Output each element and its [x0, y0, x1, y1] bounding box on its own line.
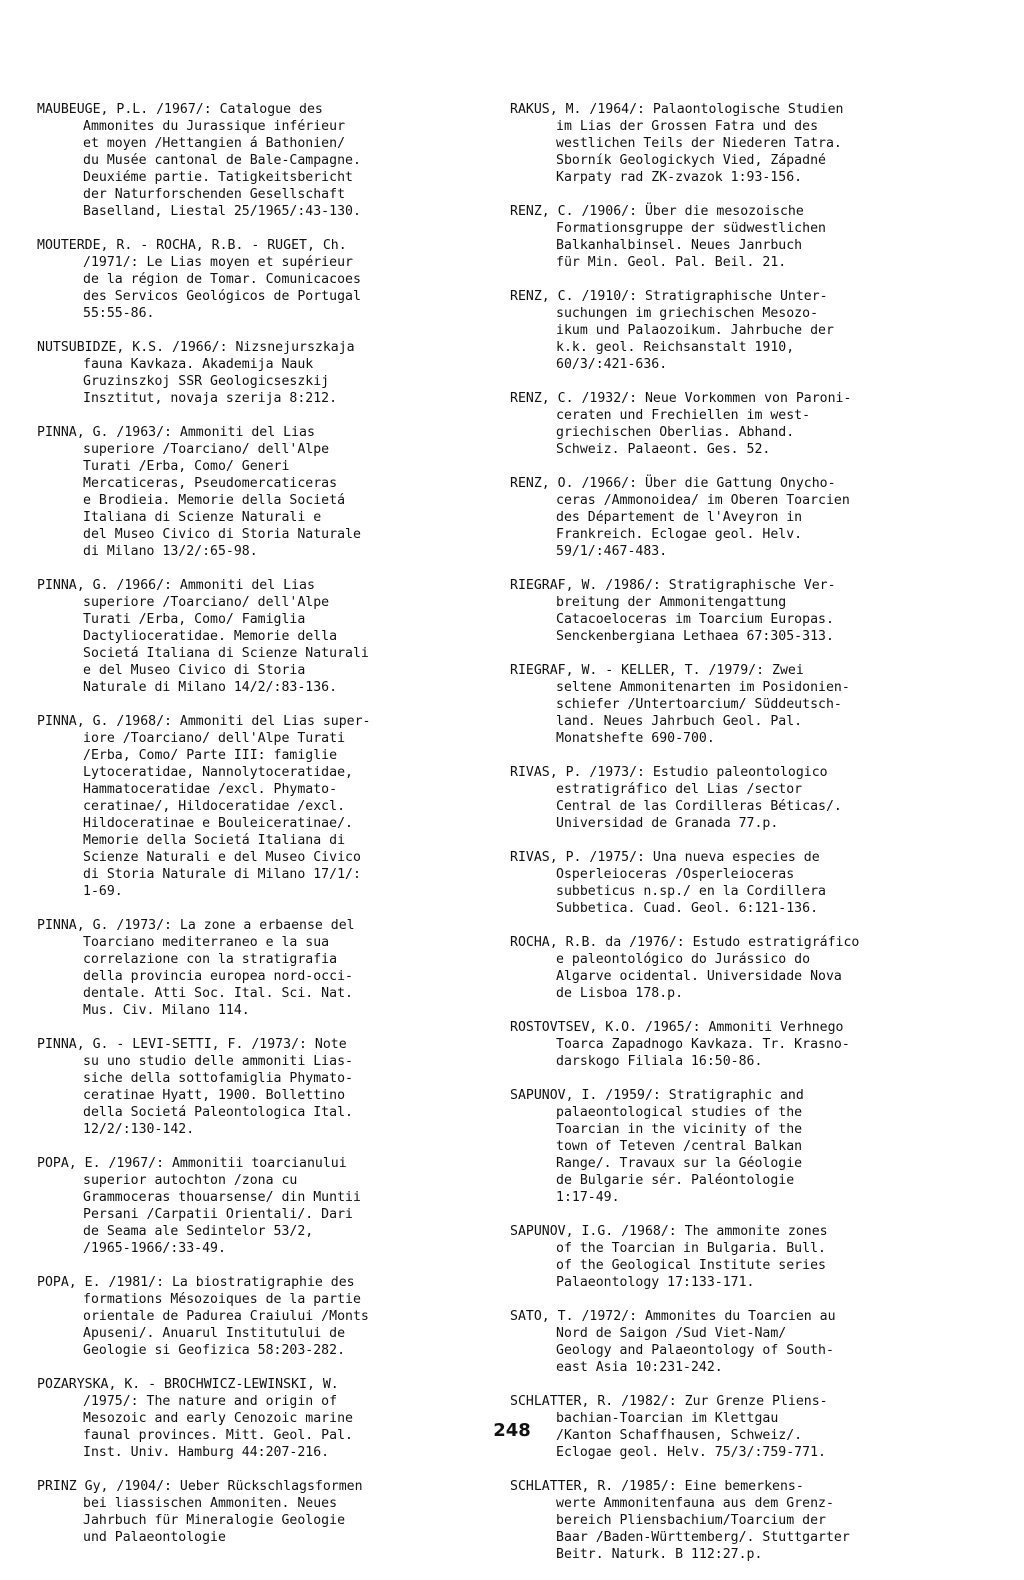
entry-first-line: MOUTERDE, R. - ROCHA, R.B. - RUGET, Ch.	[37, 238, 347, 253]
entry-line: 59/1/:467-483.	[556, 544, 668, 559]
entry-line: /1975/: The nature and origin of	[83, 1394, 338, 1409]
entry-line: schiefer /Untertoarcium/ Süddeutsch-	[556, 697, 842, 712]
entry-line: im Lias der Grossen Fatra und des	[556, 119, 819, 134]
bibliography-entry	[510, 764, 1010, 832]
entry-first-line: SATO, T. /1972/: Ammonites du Toarcien au	[510, 1309, 836, 1324]
entry-line: 60/3/:421-636.	[556, 357, 668, 372]
entry-line: /1965-1966/:33-49.	[83, 1241, 226, 1256]
entry-line: Catacoeloceras im Toarcium Europas.	[556, 612, 834, 627]
entry-line: superior autochton /zona cu	[83, 1173, 298, 1188]
entry-line: Mesozoic and early Cenozoic marine	[83, 1411, 353, 1426]
entry-first-line: RIVAS, P. /1973/: Estudio paleontologico	[510, 765, 828, 780]
entry-line: of the Geological Institute series	[556, 1258, 826, 1273]
bibliography-entry	[510, 475, 1010, 560]
entry-line: Italiana di Scienze Naturali e	[83, 510, 322, 525]
entry-line: e paleontológico do Jurássico do	[556, 952, 811, 967]
entry-line: westlichen Teils der Niederen Tatra.	[556, 136, 842, 151]
entry-first-line: SCHLATTER, R. /1985/: Eine bemerkens-	[510, 1479, 804, 1494]
entry-line: und Palaeontologie	[83, 1530, 226, 1545]
entry-line: fauna Kavkaza. Akademija Nauk	[83, 357, 314, 372]
entry-line: e Brodieia. Memorie della Societá	[83, 493, 346, 508]
bibliography-entry	[510, 934, 1010, 1002]
entry-first-line: RIVAS, P. /1975/: Una nueva especies de	[510, 850, 820, 865]
entry-first-line: PINNA, G. - LEVI-SETTI, F. /1973/: Note	[37, 1037, 347, 1052]
bibliography-entry	[510, 1478, 1010, 1563]
entry-line: Baselland, Liestal 25/1965/:43-130.	[83, 204, 361, 219]
entry-line: east Asia 10:231-242.	[556, 1360, 723, 1375]
entry-line: Karpaty rad ZK-zvazok 1:93-156.	[556, 170, 803, 185]
entry-line: estratigráfico del Lias /sector	[556, 782, 803, 797]
bibliography-entry	[37, 713, 505, 900]
bibliography-entry	[37, 1155, 505, 1257]
entry-line: di Storia Naturale di Milano 17/1/:	[83, 867, 361, 882]
entry-first-line: PINNA, G. /1973/: La zone a erbaense del	[37, 918, 355, 933]
entry-line: Mus. Civ. Milano 114.	[83, 1003, 250, 1018]
entry-first-line: RENZ, C. /1932/: Neue Vorkommen von Paroni-	[510, 391, 852, 406]
entry-first-line: PINNA, G. /1963/: Ammoniti del Lias	[37, 425, 315, 440]
entry-first-line: RENZ, C. /1910/: Stratigraphische Unter-	[510, 289, 828, 304]
entry-line: di Milano 13/2/:65-98.	[83, 544, 258, 559]
entry-line: Turati /Erba, Como/ Generi	[83, 459, 290, 474]
entry-line: Nord de Saigon /Sud Viet-Nam/	[556, 1326, 787, 1341]
entry-line: Osperleioceras /Osperleioceras	[556, 867, 795, 882]
bibliography-entry	[510, 288, 1010, 373]
entry-line: darskogo Filiala 16:50-86.	[556, 1054, 763, 1069]
entry-line: formations Mésozoiques de la partie	[83, 1292, 361, 1307]
entry-line: town of Teteven /central Balkan	[556, 1139, 803, 1154]
entry-line: Geologie si Geofizica 58:203-282.	[83, 1343, 346, 1358]
bibliography-entry	[37, 1376, 505, 1461]
entry-line: /Kanton Schaffhausen, Schweiz/.	[556, 1428, 803, 1443]
bibliography-entry	[510, 577, 1010, 645]
entry-line: palaeontological studies of the	[556, 1105, 803, 1120]
entry-first-line: SAPUNOV, I. /1959/: Stratigraphic and	[510, 1088, 804, 1103]
entry-line: 12/2/:130-142.	[83, 1122, 195, 1137]
entry-first-line: SAPUNOV, I.G. /1968/: The ammonite zones	[510, 1224, 828, 1239]
entry-line: land. Neues Jahrbuch Geol. Pal.	[556, 714, 803, 729]
entry-line: Toarca Zapadnogo Kavkaza. Tr. Krasno-	[556, 1037, 850, 1052]
entry-line: de la région de Tomar. Comunicacoes	[83, 272, 361, 287]
entry-first-line: POPA, E. /1967/: Ammonitii toarcianului	[37, 1156, 347, 1171]
entry-first-line: RIEGRAF, W. /1986/: Stratigraphische Ver-	[510, 578, 836, 593]
entry-line: Insztitut, novaja szerija 8:212.	[83, 391, 338, 406]
entry-first-line: ROSTOVTSEV, K.O. /1965/: Ammoniti Verhnego	[510, 1020, 844, 1035]
entry-line: e del Museo Civico di Storia	[83, 663, 306, 678]
entry-line: für Min. Geol. Pal. Beil. 21.	[556, 255, 787, 270]
entry-line: k.k. geol. Reichsanstalt 1910,	[556, 340, 795, 355]
entry-line: della provincia europea nord-occi-	[83, 969, 353, 984]
entry-first-line: SCHLATTER, R. /1982/: Zur Grenze Pliens-	[510, 1394, 828, 1409]
entry-line: Scienze Naturali e del Museo Civico	[83, 850, 361, 865]
entry-first-line: POPA, E. /1981/: La biostratigraphie des	[37, 1275, 355, 1290]
entry-line: /1971/: Le Lias moyen et supérieur	[83, 255, 353, 270]
entry-line: de Bulgarie sér. Paléontologie	[556, 1173, 795, 1188]
entry-first-line: RENZ, C. /1906/: Über die mesozoische	[510, 204, 804, 219]
bibliography-entry	[37, 101, 505, 220]
left-column	[37, 101, 505, 1563]
entry-line: Senckenbergiana Lethaea 67:305-313.	[556, 629, 834, 644]
entry-line: Apuseni/. Anuarul Institutului de	[83, 1326, 346, 1341]
entry-line: iore /Toarciano/ dell'Alpe Turati	[83, 731, 346, 746]
entry-line: Toarciano mediterraneo e la sua	[83, 935, 330, 950]
entry-line: 1-69.	[83, 884, 123, 899]
entry-line: Persani /Carpatii Orientali/. Dari	[83, 1207, 353, 1222]
entry-first-line: PINNA, G. /1968/: Ammoniti del Lias super-	[37, 714, 371, 729]
entry-line: Schweiz. Palaeont. Ges. 52.	[556, 442, 771, 457]
entry-first-line: MAUBEUGE, P.L. /1967/: Catalogue des	[37, 102, 323, 117]
entry-first-line: PRINZ Gy, /1904/: Ueber Rückschlagsformen	[37, 1479, 363, 1494]
entry-line: /Erba, Como/ Parte III: famiglie	[83, 748, 338, 763]
bibliography-entry	[37, 917, 505, 1019]
entry-line: Beitr. Naturk. B 112:27.p.	[556, 1547, 763, 1562]
entry-line: of the Toarcian in Bulgaria. Bull.	[556, 1241, 826, 1256]
entry-line: Dactylioceratidae. Memorie della	[83, 629, 338, 644]
entry-line: correlazione con la stratigrafia	[83, 952, 338, 967]
entry-line: 1:17-49.	[556, 1190, 620, 1205]
entry-line: Range/. Travaux sur la Géologie	[556, 1156, 803, 1171]
bibliography-entry	[510, 849, 1010, 917]
entry-first-line: RAKUS, M. /1964/: Palaontologische Studien	[510, 102, 844, 117]
entry-line: orientale de Padurea Craiului /Monts	[83, 1309, 369, 1324]
entry-line: della Societá Paleontologica Ital.	[83, 1105, 353, 1120]
entry-line: subbeticus n.sp./ en la Cordillera	[556, 884, 826, 899]
entry-line: et moyen /Hettangien á Bathonien/	[83, 136, 346, 151]
entry-line: bei liassischen Ammoniten. Neues	[83, 1496, 338, 1511]
entry-first-line: RENZ, O. /1966/: Über die Gattung Onycho-	[510, 476, 836, 491]
bibliography-entry	[510, 101, 1010, 186]
entry-line: superiore /Toarciano/ dell'Alpe	[83, 442, 330, 457]
entry-line: siche della sottofamiglia Phymato-	[83, 1071, 353, 1086]
entry-line: superiore /Toarciano/ dell'Alpe	[83, 595, 330, 610]
entry-line: Hildoceratinae e Bouleiceratinae/.	[83, 816, 353, 831]
entry-first-line: PINNA, G. /1966/: Ammoniti del Lias	[37, 578, 315, 593]
bibliography-entry	[510, 1223, 1010, 1291]
entry-line: breitung der Ammonitengattung	[556, 595, 787, 610]
entry-line: Lytoceratidae, Nannolytoceratidae,	[83, 765, 353, 780]
entry-line: ceraten und Frechiellen im west-	[556, 408, 811, 423]
entry-line: Ammonites du Jurassique inférieur	[83, 119, 346, 134]
entry-line: du Musée cantonal de Bale-Campagne.	[83, 153, 361, 168]
entry-line: Sborník Geologickych Vied, Západné	[556, 153, 826, 168]
bibliography-entry	[37, 424, 505, 560]
bibliography-entry	[37, 1274, 505, 1359]
page-number: 248	[493, 1420, 531, 1441]
entry-line: griechischen Oberlias. Abhand.	[556, 425, 795, 440]
entry-line: des Servicos Geológicos de Portugal	[83, 289, 361, 304]
entry-line: Inst. Univ. Hamburg 44:207-216.	[83, 1445, 330, 1460]
entry-line: Turati /Erba, Como/ Famiglia	[83, 612, 306, 627]
bibliography-entry	[37, 1478, 505, 1546]
entry-line: suchungen im griechischen Mesozo-	[556, 306, 819, 321]
entry-line: Grammoceras thouarsense/ din Muntii	[83, 1190, 361, 1205]
entry-line: Jahrbuch für Mineralogie Geologie	[83, 1513, 346, 1528]
bibliography-entry	[510, 1019, 1010, 1070]
entry-line: Formationsgruppe der südwestlichen	[556, 221, 826, 236]
entry-line: del Museo Civico di Storia Naturale	[83, 527, 361, 542]
bibliography-entry	[37, 237, 505, 322]
entry-line: de Lisboa 178.p.	[556, 986, 684, 1001]
bibliography-entry	[37, 1036, 505, 1138]
entry-line: ceras /Ammonoidea/ im Oberen Toarcien	[556, 493, 850, 508]
bibliography-entry	[510, 1308, 1010, 1376]
entry-line: Subbetica. Cuad. Geol. 6:121-136.	[556, 901, 819, 916]
entry-line: bereich Pliensbachium/Toarcium der	[556, 1513, 826, 1528]
entry-line: Palaeontology 17:133-171.	[556, 1275, 755, 1290]
bibliography-entry	[510, 1087, 1010, 1206]
entry-line: Monatshefte 690-700.	[556, 731, 715, 746]
entry-first-line: NUTSUBIDZE, K.S. /1966/: Nizsnejurszkaja	[37, 340, 355, 355]
right-column	[510, 101, 1010, 1580]
entry-line: Societá Italiana di Scienze Naturali	[83, 646, 369, 661]
entry-line: Mercaticeras, Pseudomercaticeras	[83, 476, 338, 491]
entry-line: seltene Ammonitenarten im Posidonien-	[556, 680, 850, 695]
entry-line: Frankreich. Eclogae geol. Helv.	[556, 527, 803, 542]
bibliography-entry	[510, 203, 1010, 271]
entry-line: ceratinae Hyatt, 1900. Bollettino	[83, 1088, 346, 1103]
entry-line: Hammatoceratidae /excl. Phymato-	[83, 782, 338, 797]
entry-line: des Département de l'Aveyron in	[556, 510, 803, 525]
entry-line: de Seama ale Sedintelor 53/2,	[83, 1224, 314, 1239]
entry-line: Central de las Cordilleras Béticas/.	[556, 799, 842, 814]
entry-first-line: RIEGRAF, W. - KELLER, T. /1979/: Zwei	[510, 663, 804, 678]
entry-line: Deuxiéme partie. Tatigkeitsbericht	[83, 170, 353, 185]
entry-line: Geology and Palaeontology of South-	[556, 1343, 834, 1358]
entry-line: faunal provinces. Mitt. Geol. Pal.	[83, 1428, 353, 1443]
entry-first-line: ROCHA, R.B. da /1976/: Estudo estratigráfico	[510, 935, 860, 950]
entry-line: Gruzinszkoj SSR Geologicseszkij	[83, 374, 330, 389]
entry-line: der Naturforschenden Gesellschaft	[83, 187, 346, 202]
entry-line: werte Ammonitenfauna aus dem Grenz-	[556, 1496, 834, 1511]
entry-line: ceratinae/, Hildoceratidae /excl.	[83, 799, 346, 814]
entry-line: Eclogae geol. Helv. 75/3/:759-771.	[556, 1445, 826, 1460]
entry-line: Balkanhalbinsel. Neues Janrbuch	[556, 238, 803, 253]
bibliography-entry	[510, 390, 1010, 458]
entry-line: Universidad de Granada 77.p.	[556, 816, 779, 831]
entry-line: dentale. Atti Soc. Ital. Sci. Nat.	[83, 986, 353, 1001]
entry-line: Algarve ocidental. Universidade Nova	[556, 969, 842, 984]
bibliography-entry	[37, 577, 505, 696]
entry-line: Baar /Baden-Württemberg/. Stuttgarter	[556, 1530, 850, 1545]
entry-line: Naturale di Milano 14/2/:83-136.	[83, 680, 338, 695]
entry-first-line: POZARYSKA, K. - BROCHWICZ-LEWINSKI, W.	[37, 1377, 339, 1392]
entry-line: bachian-Toarcian im Klettgau	[556, 1411, 779, 1426]
entry-line: Toarcian in the vicinity of the	[556, 1122, 803, 1137]
entry-line: su uno studio delle ammoniti Lias-	[83, 1054, 353, 1069]
entry-line: ikum und Palaozoikum. Jahrbuche der	[556, 323, 834, 338]
bibliography-entry	[510, 662, 1010, 747]
entry-line: Memorie della Societá Italiana di	[83, 833, 346, 848]
bibliography-entry	[37, 339, 505, 407]
entry-line: 55:55-86.	[83, 306, 155, 321]
